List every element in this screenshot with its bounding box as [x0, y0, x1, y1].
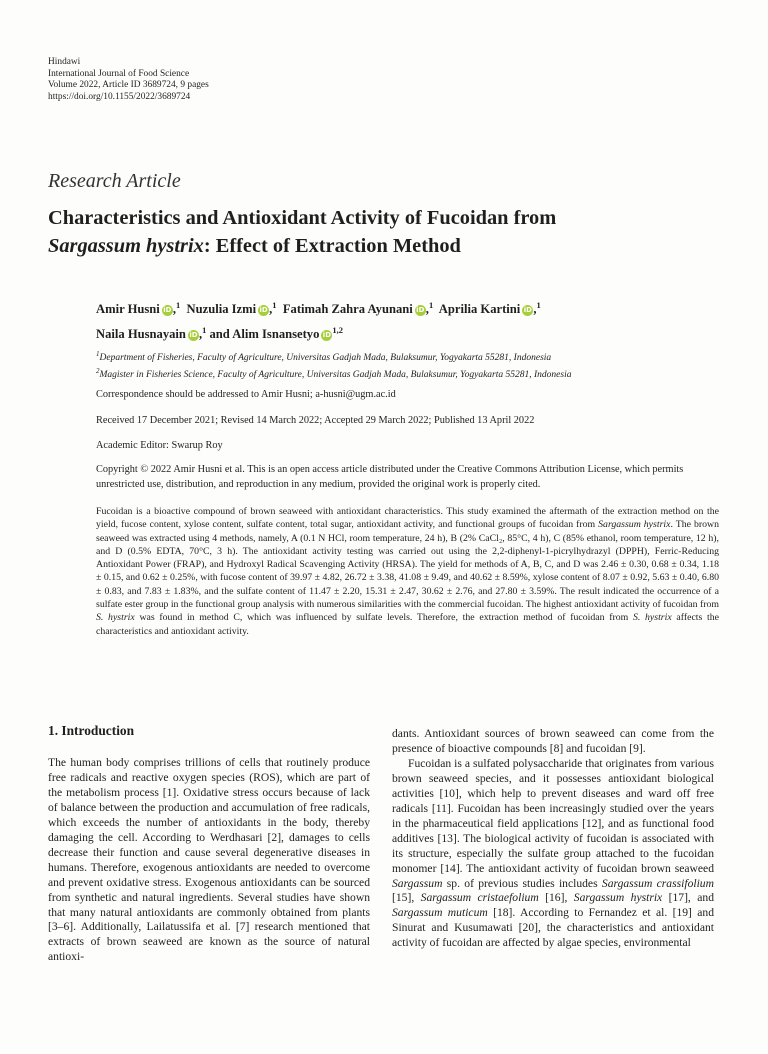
- journal-name: International Journal of Food Science: [48, 68, 190, 79]
- species-name: Sargassum hystrix: [573, 891, 663, 905]
- author-affil-sup: 1,2: [332, 325, 344, 336]
- orcid-icon[interactable]: iD: [259, 305, 268, 314]
- author-affil-sup: 1: [202, 325, 207, 336]
- species-name: Sargassum muticum: [392, 906, 488, 920]
- affiliation-text: Department of Fisheries, Faculty of Agriculture, Universitas Gadjah Mada, Bulaksumur, Yogyakarta 55281, Indonesia: [99, 353, 552, 364]
- author-name[interactable]: Nuzulia Izmi: [186, 302, 257, 317]
- academic-editor: Academic Editor: Swarup Roy: [96, 440, 223, 451]
- author-name[interactable]: Alim Isnansetyo: [232, 327, 320, 342]
- author-list: Amir Husni iD,$^1$ Nuzulia Izmi iD,$^1$ Fatimah Zahra Ayunani iD,$^1$ Aprilia Kartini iD,$^1$ Naila Husnayain iD,$^1$ and Alim Isnansetyo iD$^{1,2}$: [96, 300, 541, 342]
- article-type: Research Article: [48, 170, 181, 192]
- abstract-species: Sargassum hystrix: [598, 519, 671, 531]
- body-paragraph: [392, 757, 714, 951]
- publisher-name: Hindawi: [48, 57, 81, 67]
- orcid-icon[interactable]: iD: [189, 330, 198, 339]
- copyright-notice: Copyright © 2022 Amir Husni et al. This is an open access article distributed under the Creative Commons Attribution License, which permits unrestricted use, distribution, and reproduction in any medium, provided the original work is properly cited.: [96, 464, 684, 490]
- affiliation-sup: 2: [96, 367, 100, 376]
- body-paragraph: dants. Antioxidant sources of brown seaweed can come from the presence of bioactive compounds [8] and fucoidan [9].: [392, 727, 714, 755]
- title-line2: : Effect of Extraction Method: [203, 235, 461, 257]
- author-affil-sup: 1: [175, 300, 181, 310]
- abstract: [96, 505, 719, 638]
- author-name[interactable]: Aprilia Kartini: [438, 302, 521, 317]
- author-name[interactable]: Amir Husni: [96, 302, 160, 317]
- orcid-icon[interactable]: iD: [322, 330, 332, 339]
- body-text: [16],: [538, 891, 574, 905]
- orcid-icon[interactable]: iD: [523, 305, 532, 314]
- author-name[interactable]: Naila Husnayain: [96, 327, 186, 342]
- species-name: Sargassum: [392, 876, 443, 890]
- body-paragraph: The human body comprises trillions of cells that routinely produce free radicals and reactive oxygen species (ROS), which are part of the metabolism process [1]. Oxidative stress occurs because of lack of balance between the production and accumulation of free radicals, which exceeds the number of antioxidants in the body, thereby damaging the cell. According to Werdhasari [2], damages to cells decrease their function and cause several degenerative diseases in humans. Therefore, exogenous antioxidants are needed to overcome and prevent oxidative stress. Exogenous antioxidants can be sourced from synthetic and natural ingredients. Several studies have shown that many natural antioxidants are commonly obtained from plants [3–6]. Additionally, Lailatussifa et al. [7] research mentioned that extracts of brown seaweed are known as the source of natural antioxi-: [48, 756, 370, 964]
- title-species: Sargassum hystrix: [48, 235, 204, 257]
- body-text: sp. of previous studies includes: [442, 876, 602, 890]
- abstract-text: affects the characteristics and antioxidant activity.: [96, 612, 720, 637]
- author-conjunction: and: [209, 327, 230, 342]
- orcid-icon[interactable]: iD: [416, 305, 425, 314]
- author-affil-sup: 1: [272, 300, 277, 310]
- author-affil-sup: 1: [428, 300, 434, 310]
- abstract-text: was found in method C, which was influenced by sulfate levels. Therefore, the extraction method of fucoidan from: [134, 612, 633, 624]
- species-name: Sargassum cristaefolium: [420, 891, 539, 905]
- abstract-text: . The brown seaweed was extracted using 4 methods, namely, A (0.1 N HCl, room temperature, 24 h), B (2% CaCl₂, 85°C, 4 h), C (85% ethanol, room temperature, 12 h), and D (0.5% EDTA, 70°C, 3 h). The antioxidant activity testing was carried out using the 2,2-diphenyl-1-picrylhydrazyl (DPPH), Ferric-Reducing Antioxidant Power (FRAP), and Hydroxyl Radical Scavenging Activity (HRSA). The yield for methods of A, B, C, and D was 2.46 ± 0.30, 0.68 ± 0.34, 1.18 ± 0.15, and 0.62 ± 0.25%, with fucose content of 39.97 ± 4.82, 26.72 ± 3.38, 41.08 ± 9.49, and 40.62 ± 8.59%, xylose content of 8.07 ± 0.92, 5.63 ± 0.40, 6.80 ± 0.83, and 7.83 ± 1.83%, and the sulfate content of 11.47 ± 2.20, 15.31 ± 2.47, 30.62 ± 2.76, and 27.80 ± 3.59%. The result indicated the occurrence of a sulfate ester group in the functional group analysis with numerous similarities with the commercial fucoidan. The highest antioxidant activity of fucoidan from: [96, 519, 719, 611]
- abstract-species: S. hystrix: [632, 612, 672, 624]
- body-column-left: [48, 756, 370, 965]
- author-affil-sup: 1: [536, 300, 541, 310]
- affiliation-text: Magister in Fisheries Science, Faculty of Agriculture, Universitas Gadjah Mada, Bulaksumur, Yogyakarta 55281, Indonesia: [99, 370, 572, 381]
- abstract-text: Fucoidan is a bioactive compound of brown seaweed with antioxidant characteristics. This study examined the aftermath of the extraction method on the yield, fucose content, xylose content, sulfate content, total sugar, antioxidant activity, and functional groups of fucoidan from: [96, 506, 719, 531]
- section-heading: 1. Introduction: [48, 723, 135, 738]
- doi-link[interactable]: https://doi.org/10.1155/2022/3689724: [48, 91, 191, 102]
- body-text: [15],: [392, 891, 421, 905]
- body-text: [17], and: [662, 891, 714, 905]
- journal-header: [48, 57, 209, 103]
- body-column-right: [392, 727, 714, 951]
- abstract-species: S. hystrix: [96, 612, 135, 624]
- affiliation-sup: 1: [96, 350, 100, 358]
- affiliation-line: [96, 365, 736, 382]
- body-text: Fucoidan is a sulfated polysaccharide that originates from various brown seaweed species, and it possesses antioxidant biological activities [10], which help to prevent diseases and ward off free radicals [11]. Fucoidan has been increasingly studied over the years in the pharmaceutical field applications [12], and as functional food additives [13]. The biological activity of fucoidan is associated with its structure, especially the sulfate group attached to the fucoidan monomer [14]. The antioxidant activity of fucoidan brown seaweed: [392, 756, 714, 875]
- volume-line: Volume 2022, Article ID 3689724, 9 pages: [48, 80, 209, 90]
- body-text: [18]. According to Fernandez et al. [19] and Sinurat and Kusumawati [20], the characteristics and antioxidant activity of fucoidan are affected by algae species, environmental: [392, 906, 714, 950]
- species-name: Sargassum crassifolium: [601, 876, 714, 890]
- author-name[interactable]: Fatimah Zahra Ayunani: [282, 302, 413, 317]
- affiliations: [96, 348, 736, 382]
- paper-title: [48, 204, 738, 260]
- publication-dates: Received 17 December 2021; Revised 14 March 2022; Accepted 29 March 2022; Published 13 April 2022: [96, 415, 535, 426]
- affiliation-line: [96, 348, 736, 365]
- correspondence: Correspondence should be addressed to Amir Husni; a-husni@ugm.ac.id: [96, 389, 396, 400]
- title-line1: Characteristics and Antioxidant Activity of Fucoidan from: [48, 207, 557, 229]
- orcid-icon[interactable]: iD: [163, 305, 172, 314]
